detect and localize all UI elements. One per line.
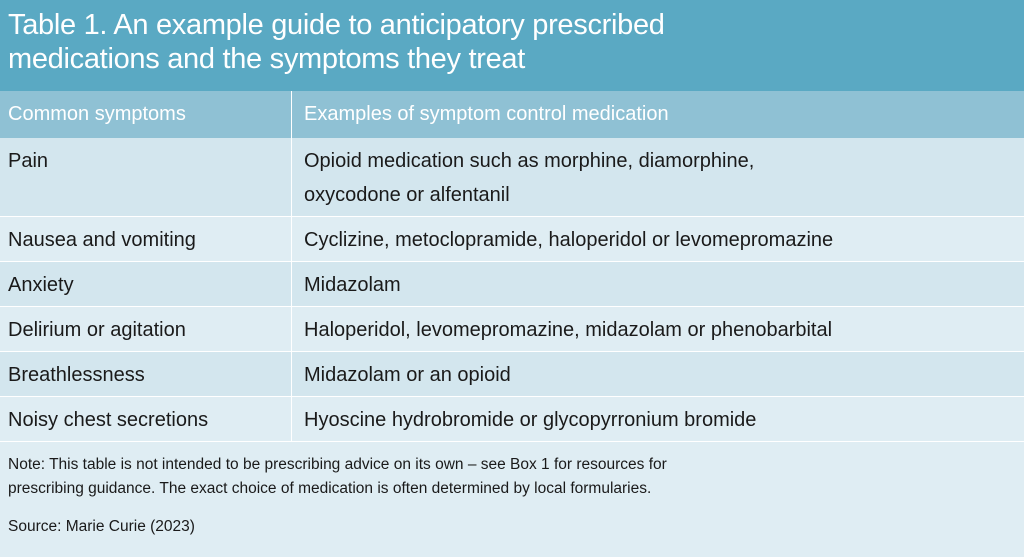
- table-title: [0, 0, 1024, 91]
- medication-cell: [292, 217, 1024, 261]
- table-row: [0, 217, 1024, 262]
- table-row: [0, 138, 1024, 217]
- table-row: [0, 262, 1024, 307]
- medication-line: Haloperidol, levomepromazine, midazolam or phenobarbital: [304, 319, 833, 341]
- column-header-medication: Examples of symptom control medication: [304, 103, 669, 125]
- symptom-cell: Delirium or agitation: [0, 307, 292, 351]
- table-row: [0, 397, 1024, 442]
- medication-line: Hyoscine hydrobromide or glycopyrronium bromide: [304, 409, 757, 431]
- symptom-cell: Anxiety: [0, 262, 292, 306]
- table-title-line-1: Table 1. An example guide to anticipatory prescribed: [8, 9, 665, 41]
- table-row: [0, 307, 1024, 352]
- medication-line: oxycodone or alfentanil: [304, 184, 510, 206]
- medication-line: Midazolam or an opioid: [304, 364, 511, 386]
- medication-line: Midazolam: [304, 274, 401, 296]
- note-line-1: Note: This table is not intended to be prescribing advice on its own – see Box 1 for resources for: [8, 456, 667, 473]
- source-citation: Source: Marie Curie (2023): [8, 518, 195, 535]
- table-footer: [0, 442, 1024, 539]
- note-line-2: prescribing guidance. The exact choice of medication is often determined by local formularies.: [8, 480, 652, 497]
- column-header-symptoms: Common symptoms: [0, 91, 292, 138]
- table-row: [0, 352, 1024, 397]
- medication-cell: [292, 138, 1024, 216]
- medication-line: Opioid medication such as morphine, diamorphine,: [304, 150, 755, 172]
- symptom-cell: Noisy chest secretions: [0, 397, 292, 441]
- table-title-line-2: medications and the symptoms they treat: [8, 43, 525, 75]
- medication-line: Cyclizine, metoclopramide, haloperidol or levomepromazine: [304, 229, 834, 251]
- medication-cell: [292, 307, 1024, 351]
- medication-cell: [292, 352, 1024, 396]
- medication-cell: [292, 397, 1024, 441]
- symptom-cell: Pain: [0, 138, 292, 216]
- medication-cell: [292, 262, 1024, 306]
- table-header-row: [0, 91, 1024, 138]
- symptom-cell: Breathlessness: [0, 352, 292, 396]
- symptom-cell: Nausea and vomiting: [0, 217, 292, 261]
